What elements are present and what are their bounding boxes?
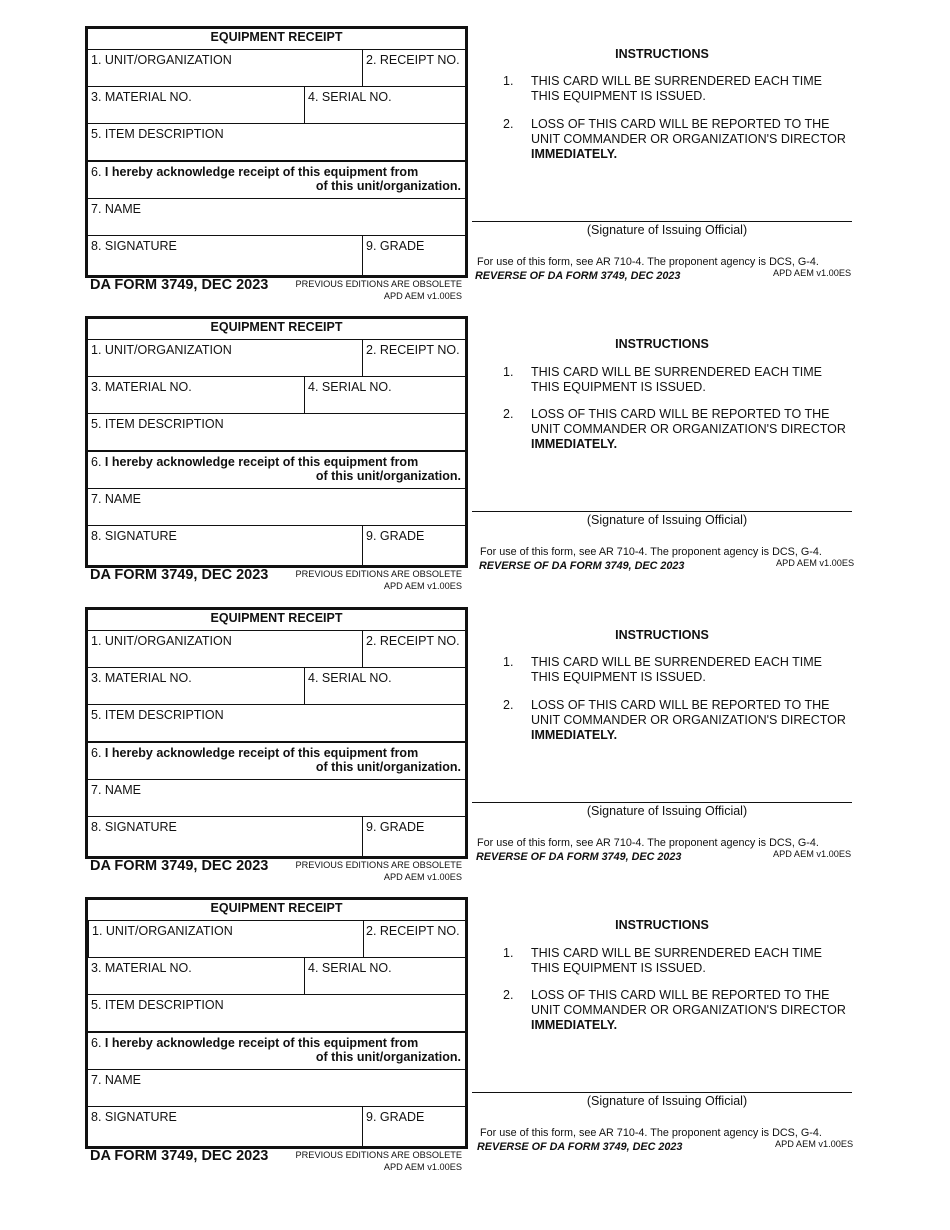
- grade-label: 9. GRADE: [366, 820, 425, 834]
- item-description-label: 5. ITEM DESCRIPTION: [91, 417, 224, 431]
- back-version: APD AEM v1.00ES: [773, 268, 852, 278]
- instruction-2: [531, 407, 861, 452]
- instruction-2-line-2: UNIT COMMANDER OR ORGANIZATION'S DIRECTOR: [531, 1003, 846, 1017]
- ack-line-2: of this unit/organization.: [315, 760, 461, 774]
- instruction-2-number: 2.: [503, 698, 514, 712]
- issuing-signature-line[interactable]: [472, 511, 852, 512]
- serial-no-field[interactable]: [305, 958, 465, 995]
- receipt-no-field[interactable]: [363, 921, 465, 958]
- obsolete-notice: PREVIOUS EDITIONS ARE OBSOLETE: [295, 279, 462, 289]
- unit-organization-label: 1. UNIT/ORGANIZATION: [91, 634, 232, 648]
- name-label: 7. NAME: [91, 1073, 142, 1087]
- receipt-no-label: 2. RECEIPT NO.: [366, 634, 460, 648]
- name-field[interactable]: [88, 1069, 465, 1107]
- serial-no-label: 4. SERIAL NO.: [308, 961, 392, 975]
- form-name: DA FORM 3749, DEC 2023: [90, 567, 269, 583]
- ack-number: 6.: [91, 165, 102, 179]
- item-description-field[interactable]: [88, 413, 465, 451]
- signature-label: 8. SIGNATURE: [91, 239, 177, 253]
- ack-line-1: I hereby acknowledge receipt of this equipment from: [104, 455, 419, 469]
- name-field[interactable]: [88, 488, 465, 526]
- item-description-label: 5. ITEM DESCRIPTION: [91, 998, 224, 1012]
- issuing-signature-caption: (Signature of Issuing Official): [586, 1094, 748, 1108]
- signature-field[interactable]: [88, 236, 363, 276]
- receipt-panel-2: [0, 290, 950, 591]
- card-title-row: [88, 29, 465, 49]
- material-no-field[interactable]: [88, 377, 305, 414]
- instruction-2-line-1: LOSS OF THIS CARD WILL BE REPORTED TO THE: [531, 407, 830, 421]
- receipt-card: [85, 316, 468, 568]
- card-title-row: [88, 319, 465, 339]
- row-unit: [88, 920, 465, 958]
- item-description-label: 5. ITEM DESCRIPTION: [91, 708, 224, 722]
- row-material: [88, 376, 465, 414]
- instruction-1: [531, 365, 861, 395]
- signature-field[interactable]: [88, 526, 363, 566]
- acknowledgement-field[interactable]: [88, 160, 465, 200]
- instruction-1-number: 1.: [503, 74, 514, 88]
- receipt-panel-4: [0, 871, 950, 1172]
- material-no-label: 3. MATERIAL NO.: [91, 961, 192, 975]
- form-name: DA FORM 3749, DEC 2023: [90, 858, 269, 874]
- instruction-1-number: 1.: [503, 946, 514, 960]
- item-description-field[interactable]: [88, 123, 465, 161]
- receipt-no-field[interactable]: [363, 631, 465, 668]
- signature-field[interactable]: [88, 817, 363, 857]
- issuing-signature-line[interactable]: [472, 221, 852, 222]
- issuing-signature-line[interactable]: [472, 1092, 852, 1093]
- front-version: APD AEM v1.00ES: [383, 872, 462, 882]
- card-title-row: [88, 900, 465, 920]
- unit-organization-label: 1. UNIT/ORGANIZATION: [91, 343, 232, 357]
- instruction-2-number: 2.: [503, 407, 514, 421]
- instruction-1-line-2: THIS EQUIPMENT IS ISSUED.: [531, 89, 706, 103]
- unit-organization-field[interactable]: [88, 631, 363, 668]
- instruction-2-line-3: IMMEDIATELY.: [531, 728, 618, 742]
- row-unit: [88, 630, 465, 668]
- grade-field[interactable]: [363, 817, 465, 857]
- row-material: [88, 86, 465, 124]
- issuing-signature-caption: (Signature of Issuing Official): [586, 804, 748, 818]
- ack-line-1: I hereby acknowledge receipt of this equipment from: [104, 1036, 419, 1050]
- material-no-label: 3. MATERIAL NO.: [91, 380, 192, 394]
- receipt-card: [85, 607, 468, 859]
- obsolete-notice: PREVIOUS EDITIONS ARE OBSOLETE: [295, 569, 462, 579]
- ack-line-1: I hereby acknowledge receipt of this equipment from: [104, 746, 419, 760]
- material-no-label: 3. MATERIAL NO.: [91, 671, 192, 685]
- instruction-1-line-1: THIS CARD WILL BE SURRENDERED EACH TIME: [531, 365, 823, 379]
- back-version: APD AEM v1.00ES: [773, 849, 852, 859]
- unit-organization-field[interactable]: [88, 50, 363, 87]
- instructions-title: INSTRUCTIONS: [615, 918, 709, 932]
- serial-no-field[interactable]: [305, 87, 465, 124]
- reverse-label: REVERSE OF DA FORM 3749, DEC 2023: [479, 560, 685, 572]
- form-name: DA FORM 3749, DEC 2023: [90, 1148, 269, 1164]
- row-unit: [88, 339, 465, 377]
- instruction-1-line-2: THIS EQUIPMENT IS ISSUED.: [531, 961, 706, 975]
- front-version: APD AEM v1.00ES: [383, 1162, 462, 1172]
- front-version: APD AEM v1.00ES: [383, 581, 462, 591]
- instruction-2-number: 2.: [503, 117, 514, 131]
- instruction-2: [531, 698, 861, 743]
- grade-field[interactable]: [363, 526, 465, 566]
- back-version: APD AEM v1.00ES: [776, 558, 855, 568]
- receipt-card: [85, 897, 468, 1149]
- name-label: 7. NAME: [91, 783, 142, 797]
- serial-no-label: 4. SERIAL NO.: [308, 671, 392, 685]
- receipt-no-label: 2. RECEIPT NO.: [366, 53, 460, 67]
- serial-no-field[interactable]: [305, 668, 465, 705]
- instruction-1-number: 1.: [503, 365, 514, 379]
- ack-line-1: I hereby acknowledge receipt of this equipment from: [104, 165, 419, 179]
- acknowledgement-field[interactable]: [88, 450, 465, 490]
- obsolete-notice: PREVIOUS EDITIONS ARE OBSOLETE: [295, 860, 462, 870]
- material-no-field[interactable]: [88, 668, 305, 705]
- signature-label: 8. SIGNATURE: [91, 820, 177, 834]
- serial-no-field[interactable]: [305, 377, 465, 414]
- instruction-2-line-3: IMMEDIATELY.: [531, 1018, 618, 1032]
- instruction-1: [531, 655, 861, 685]
- reverse-label: REVERSE OF DA FORM 3749, DEC 2023: [477, 1141, 683, 1153]
- form-name: DA FORM 3749, DEC 2023: [90, 277, 269, 293]
- instruction-2: [531, 988, 861, 1033]
- for-use-note: For use of this form, see AR 710-4. The proponent agency is DCS, G-4.: [480, 546, 822, 558]
- grade-label: 9. GRADE: [366, 1110, 425, 1124]
- unit-organization-label: 1. UNIT/ORGANIZATION: [92, 924, 233, 938]
- instructions-title: INSTRUCTIONS: [615, 337, 709, 351]
- instruction-2-line-2: UNIT COMMANDER OR ORGANIZATION'S DIRECTOR: [531, 713, 846, 727]
- material-no-field[interactable]: [88, 958, 305, 995]
- unit-organization-field[interactable]: [88, 921, 364, 958]
- grade-label: 9. GRADE: [366, 239, 425, 253]
- instructions-title: INSTRUCTIONS: [615, 628, 709, 642]
- back-version: APD AEM v1.00ES: [775, 1139, 854, 1149]
- card-title: EQUIPMENT RECEIPT: [210, 901, 343, 915]
- name-label: 7. NAME: [91, 202, 142, 216]
- item-description-label: 5. ITEM DESCRIPTION: [91, 127, 224, 141]
- row-signature: [88, 235, 465, 276]
- material-no-field[interactable]: [88, 87, 305, 124]
- item-description-field[interactable]: [88, 704, 465, 742]
- grade-label: 9. GRADE: [366, 529, 425, 543]
- receipt-no-label: 2. RECEIPT NO.: [366, 343, 460, 357]
- ack-line-2: of this unit/organization.: [315, 179, 461, 193]
- issuing-signature-caption: (Signature of Issuing Official): [586, 223, 748, 237]
- receipt-no-label: 2. RECEIPT NO.: [366, 924, 460, 938]
- for-use-note: For use of this form, see AR 710-4. The proponent agency is DCS, G-4.: [480, 1127, 822, 1139]
- ack-number: 6.: [91, 455, 102, 469]
- instruction-2-line-1: LOSS OF THIS CARD WILL BE REPORTED TO THE: [531, 117, 830, 131]
- instruction-1: [531, 74, 861, 104]
- instruction-2-line-3: IMMEDIATELY.: [531, 437, 618, 451]
- unit-organization-label: 1. UNIT/ORGANIZATION: [91, 53, 232, 67]
- instruction-2: [531, 117, 861, 162]
- for-use-note: For use of this form, see AR 710-4. The proponent agency is DCS, G-4.: [477, 256, 819, 268]
- grade-field[interactable]: [363, 236, 465, 276]
- row-material: [88, 667, 465, 705]
- signature-field[interactable]: [88, 1107, 363, 1147]
- ack-line-2: of this unit/organization.: [315, 469, 461, 483]
- material-no-label: 3. MATERIAL NO.: [91, 90, 192, 104]
- reverse-label: REVERSE OF DA FORM 3749, DEC 2023: [475, 270, 681, 282]
- reverse-label: REVERSE OF DA FORM 3749, DEC 2023: [476, 851, 682, 863]
- issuing-signature-line[interactable]: [472, 802, 852, 803]
- ack-number: 6.: [91, 1036, 102, 1050]
- card-title-row: [88, 610, 465, 630]
- card-title: EQUIPMENT RECEIPT: [210, 611, 343, 625]
- row-signature: [88, 525, 465, 566]
- instruction-1-line-2: THIS EQUIPMENT IS ISSUED.: [531, 670, 706, 684]
- receipt-panel-3: [0, 581, 950, 882]
- name-label: 7. NAME: [91, 492, 142, 506]
- ack-number: 6.: [91, 746, 102, 760]
- front-version: APD AEM v1.00ES: [383, 291, 462, 301]
- serial-no-label: 4. SERIAL NO.: [308, 90, 392, 104]
- instruction-1-line-2: THIS EQUIPMENT IS ISSUED.: [531, 380, 706, 394]
- signature-label: 8. SIGNATURE: [91, 529, 177, 543]
- instruction-1-number: 1.: [503, 655, 514, 669]
- instruction-1-line-1: THIS CARD WILL BE SURRENDERED EACH TIME: [531, 74, 823, 88]
- card-title: EQUIPMENT RECEIPT: [210, 320, 343, 334]
- unit-organization-field[interactable]: [88, 340, 363, 377]
- card-title: EQUIPMENT RECEIPT: [210, 30, 343, 44]
- instruction-2-line-3: IMMEDIATELY.: [531, 147, 618, 161]
- name-field[interactable]: [88, 198, 465, 236]
- instruction-1-line-1: THIS CARD WILL BE SURRENDERED EACH TIME: [531, 946, 823, 960]
- receipt-no-field[interactable]: [363, 50, 465, 87]
- receipt-no-field[interactable]: [363, 340, 465, 377]
- serial-no-label: 4. SERIAL NO.: [308, 380, 392, 394]
- acknowledgement-field[interactable]: [88, 741, 465, 781]
- receipt-card: [85, 26, 468, 278]
- acknowledgement-field[interactable]: [88, 1031, 465, 1071]
- signature-label: 8. SIGNATURE: [91, 1110, 177, 1124]
- instruction-1: [531, 946, 861, 976]
- grade-field[interactable]: [363, 1107, 465, 1147]
- ack-line-2: of this unit/organization.: [315, 1050, 461, 1064]
- receipt-panel-1: [0, 0, 950, 301]
- issuing-signature-caption: (Signature of Issuing Official): [586, 513, 748, 527]
- for-use-note: For use of this form, see AR 710-4. The proponent agency is DCS, G-4.: [477, 837, 819, 849]
- obsolete-notice: PREVIOUS EDITIONS ARE OBSOLETE: [295, 1150, 462, 1160]
- instruction-2-number: 2.: [503, 988, 514, 1002]
- instruction-2-line-2: UNIT COMMANDER OR ORGANIZATION'S DIRECTOR: [531, 132, 846, 146]
- instruction-2-line-1: LOSS OF THIS CARD WILL BE REPORTED TO THE: [531, 988, 830, 1002]
- instruction-1-line-1: THIS CARD WILL BE SURRENDERED EACH TIME: [531, 655, 823, 669]
- row-signature: [88, 1106, 465, 1147]
- instructions-title: INSTRUCTIONS: [615, 47, 709, 61]
- instruction-2-line-2: UNIT COMMANDER OR ORGANIZATION'S DIRECTOR: [531, 422, 846, 436]
- row-signature: [88, 816, 465, 857]
- instruction-2-line-1: LOSS OF THIS CARD WILL BE REPORTED TO THE: [531, 698, 830, 712]
- row-material: [88, 957, 465, 995]
- item-description-field[interactable]: [88, 994, 465, 1032]
- row-unit: [88, 49, 465, 87]
- name-field[interactable]: [88, 779, 465, 817]
